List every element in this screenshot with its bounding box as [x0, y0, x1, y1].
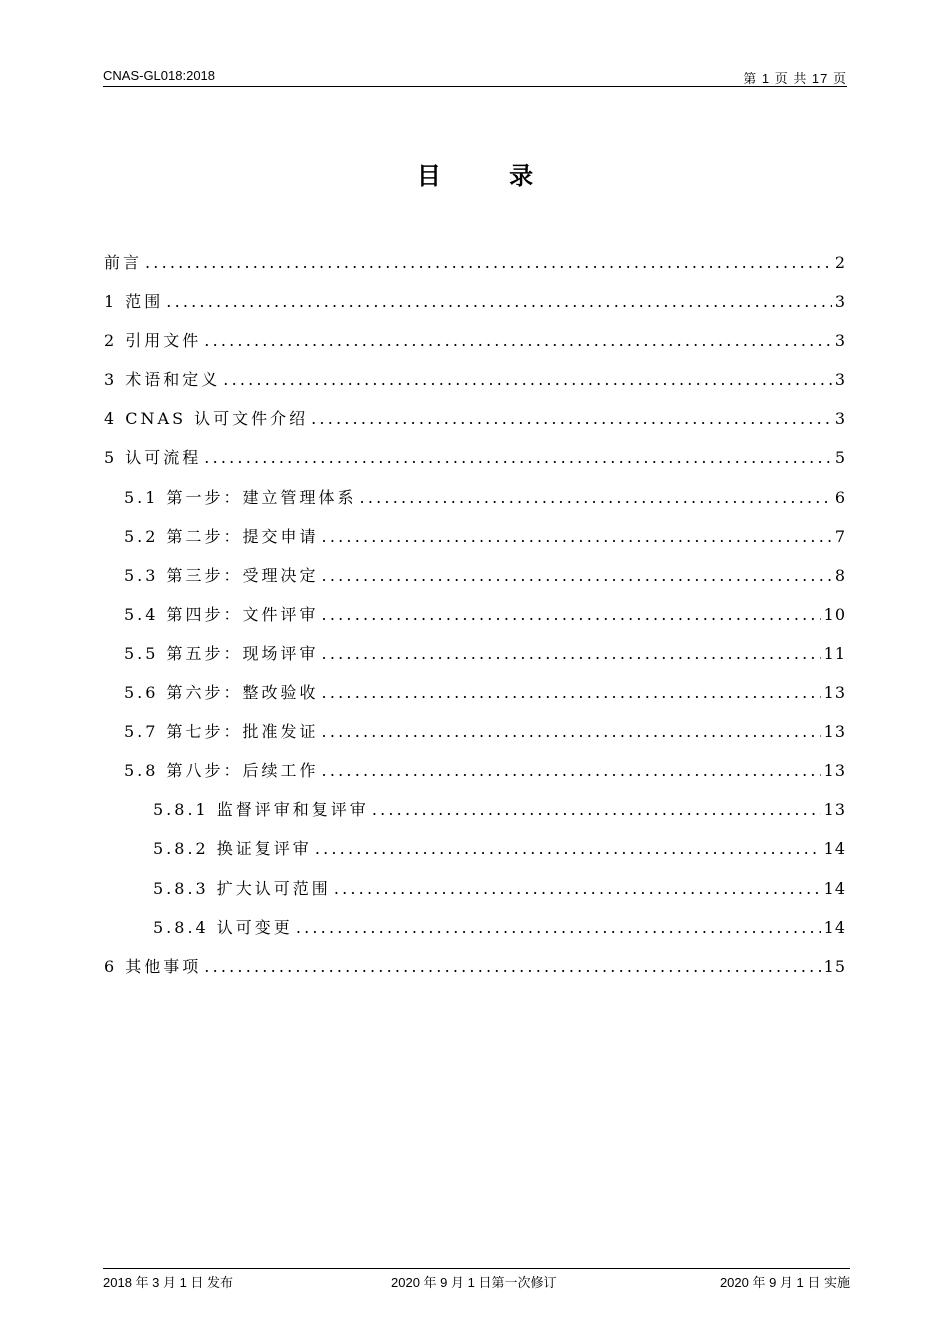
toc-entry-page: 3	[834, 409, 846, 429]
toc-entry-label: 6 其他事项	[104, 956, 202, 976]
toc-entry-5-8-1[interactable]	[104, 797, 846, 836]
toc-entry-page: 10	[823, 604, 846, 624]
table-of-contents	[104, 250, 846, 993]
toc-leader-dots	[322, 761, 821, 780]
toc-entry-label: 5.2 第二步：提交申请	[124, 526, 319, 546]
toc-entry-label: 5.8.3 扩大认可范围	[153, 878, 331, 898]
toc-leader-dots	[334, 879, 821, 898]
toc-entry-step-7[interactable]	[104, 719, 846, 758]
toc-entry-page: 3	[834, 331, 846, 351]
toc-entry-step-4[interactable]	[104, 602, 846, 641]
toc-entry-label: 5.8 第八步：后续工作	[124, 761, 319, 781]
document-id: CNAS-GL018:2018	[103, 68, 216, 83]
page-header	[103, 66, 847, 87]
toc-entry-step-2[interactable]	[104, 524, 846, 563]
toc-entry-page: 2	[834, 253, 846, 272]
toc-entry-page: 8	[834, 565, 846, 585]
toc-entry-label: 5.8.2 换证复评审	[153, 839, 312, 859]
toc-entry-label: 5.4 第四步：文件评审	[124, 604, 319, 624]
toc-entry-page: 15	[823, 956, 846, 976]
toc-entry-5-8-3[interactable]	[104, 876, 846, 915]
toc-leader-dots	[322, 605, 821, 624]
toc-leader-dots	[372, 800, 821, 819]
page-info: 第 1 页 共 17 页	[743, 71, 847, 86]
toc-entry-label: 5 认可流程	[104, 448, 202, 468]
toc-leader-dots	[311, 409, 832, 428]
published-date: 2018 年 3 月 1 日 发布	[103, 1275, 234, 1290]
toc-entry-page: 13	[823, 722, 846, 742]
toc-entry-page: 14	[823, 878, 846, 898]
toc-leader-dots	[145, 253, 832, 272]
toc-leader-dots	[223, 370, 832, 389]
toc-entry-page: 3	[834, 292, 846, 312]
toc-entry-label: 5.8.4 认可变更	[153, 917, 293, 937]
revision-date: 2020 年 9 月 1 日第一次修订	[391, 1275, 557, 1290]
toc-entry-page: 14	[823, 839, 846, 859]
toc-entry-label: 5.3 第三步：受理决定	[124, 565, 319, 585]
toc-leader-dots	[322, 527, 832, 546]
toc-entry-label: 5.7 第七步：批准发证	[124, 722, 319, 742]
toc-entry-references[interactable]	[104, 328, 846, 367]
toc-leader-dots	[204, 957, 820, 976]
toc-entry-5-8-4[interactable]	[104, 915, 846, 954]
toc-entry-label: 5.1 第一步：建立管理体系	[124, 487, 357, 507]
toc-title: 目 录	[416, 162, 564, 190]
toc-leader-dots	[322, 722, 821, 741]
toc-entry-page: 13	[823, 761, 846, 781]
page-footer	[103, 1268, 850, 1291]
toc-entry-step-3[interactable]	[104, 563, 846, 602]
toc-entry-label: 2 引用文件	[104, 331, 202, 351]
effective-date: 2020 年 9 月 1 日 实施	[719, 1275, 850, 1290]
toc-entry-page: 14	[823, 917, 846, 937]
toc-entry-step-8[interactable]	[104, 758, 846, 797]
toc-leader-dots	[204, 331, 832, 350]
toc-entry-5-8-2[interactable]	[104, 836, 846, 875]
toc-entry-label: 5.6 第六步：整改验收	[124, 683, 319, 703]
toc-entry-process[interactable]	[104, 445, 846, 484]
toc-entry-cnas-docs[interactable]	[104, 406, 846, 445]
toc-entry-terms[interactable]	[104, 367, 846, 406]
toc-leader-dots	[315, 839, 821, 858]
toc-entry-page: 7	[834, 526, 846, 546]
toc-entry-label: 前言	[104, 253, 143, 272]
toc-entry-step-6[interactable]	[104, 680, 846, 719]
toc-entry-step-5[interactable]	[104, 641, 846, 680]
toc-entry-label: 3 术语和定义	[104, 370, 221, 390]
toc-entry-label: 4 CNAS 认可文件介绍	[104, 409, 309, 429]
toc-leader-dots	[204, 448, 832, 467]
toc-leader-dots	[322, 683, 821, 702]
toc-entry-page: 13	[823, 800, 846, 820]
toc-leader-dots	[296, 918, 821, 937]
toc-entry-page: 13	[823, 683, 846, 703]
toc-entry-page: 11	[823, 643, 846, 663]
toc-entry-page: 5	[834, 448, 846, 468]
toc-entry-label: 1 范围	[104, 292, 164, 312]
toc-leader-dots	[322, 566, 832, 585]
toc-entry-foreword[interactable]	[104, 250, 846, 289]
toc-entry-step-1[interactable]	[104, 485, 846, 524]
toc-entry-page: 6	[834, 487, 846, 507]
toc-entry-label: 5.5 第五步：现场评审	[124, 643, 319, 663]
toc-entry-other[interactable]	[104, 954, 846, 993]
toc-entry-page: 3	[834, 370, 846, 390]
toc-entry-label: 5.8.1 监督评审和复评审	[153, 800, 369, 820]
toc-leader-dots	[360, 488, 832, 507]
toc-leader-dots	[322, 644, 821, 663]
toc-entry-scope[interactable]	[104, 289, 846, 328]
toc-leader-dots	[166, 292, 832, 311]
